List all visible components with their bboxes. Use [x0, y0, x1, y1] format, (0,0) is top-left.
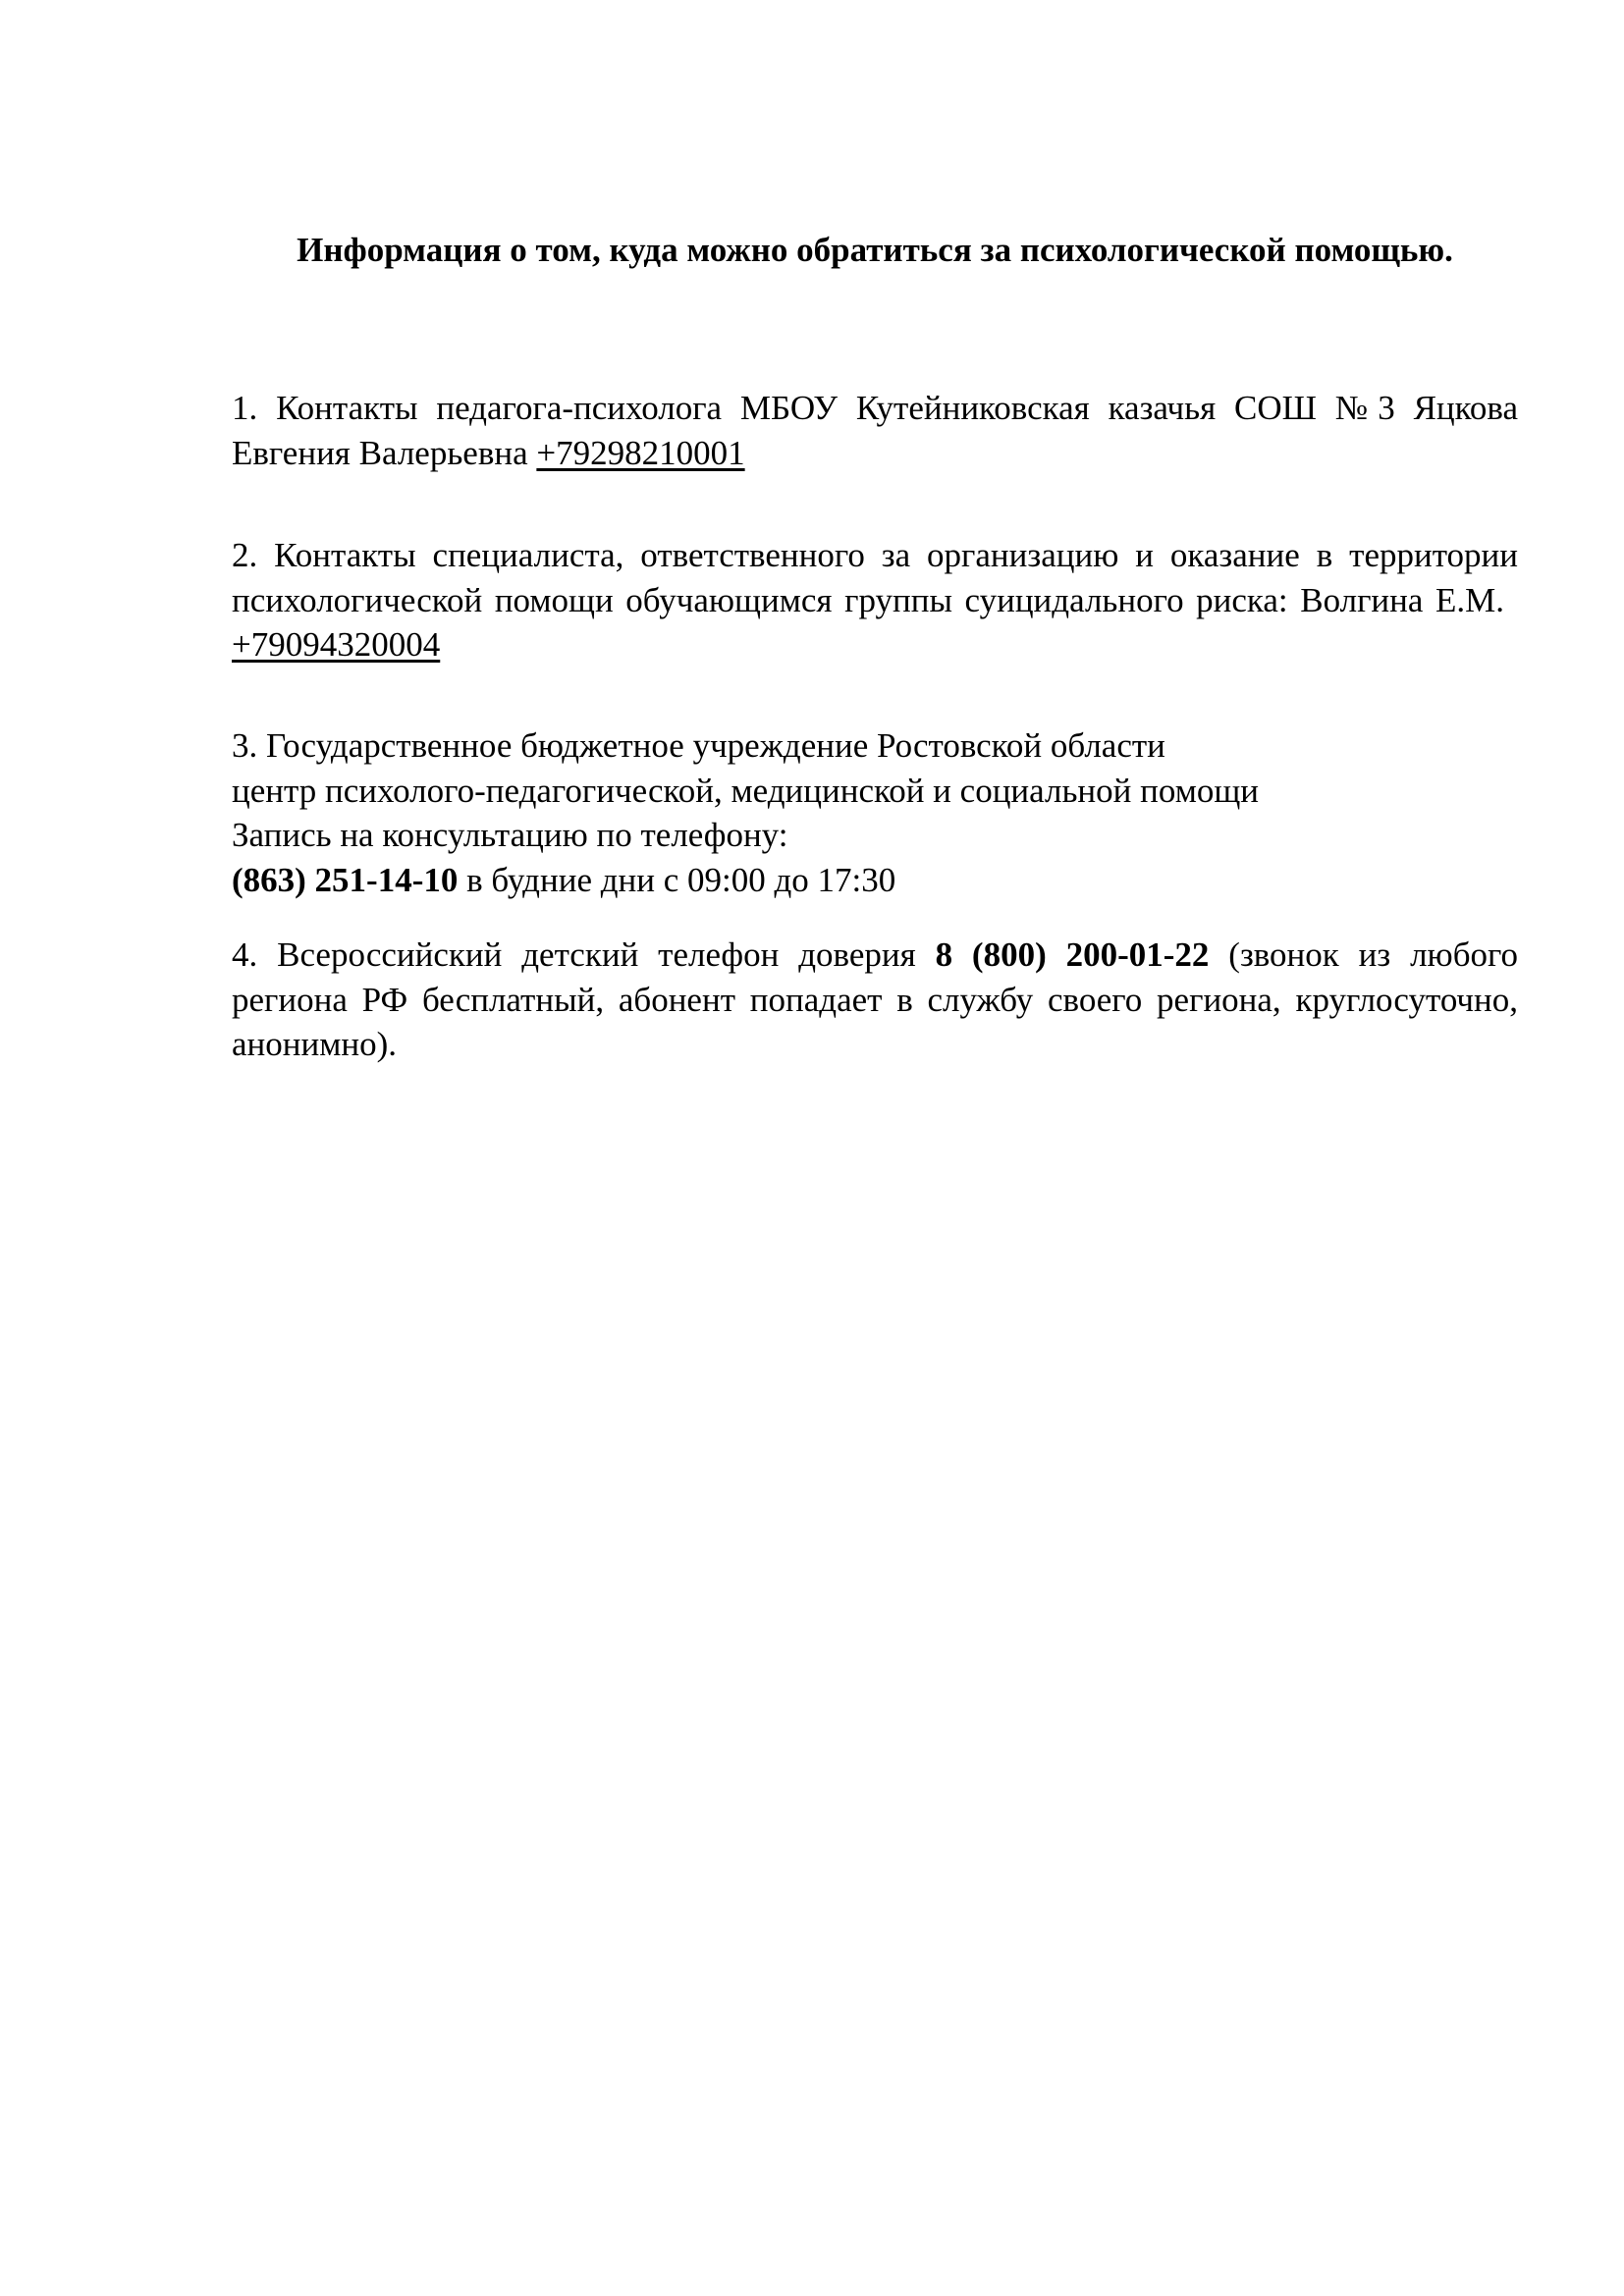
contact-item-3-line-2: центр психолого-педагогической, медицинской и социальной помощи	[232, 771, 1260, 810]
contact-item-4-note: (звонок из любого региона РФ бесплатный, абонент попадает в службу своего региона, круглосуточно, анонимно).	[232, 935, 1518, 1063]
contact-item-3-line-3: Запись на консультацию по телефону:	[232, 816, 788, 854]
contact-item-4-text: 4. Всероссийский детский телефон доверия	[232, 935, 936, 974]
contact-item-2-text: 2. Контакты специалиста, ответственного за организацию и оказание в территории психологической помощи обучающимся группы суицидального риска: Волгина Е.М.	[232, 536, 1518, 619]
helpline-phone: 8 (800) 200-01-22	[935, 935, 1210, 974]
center-hours: в будние дни с 09:00 до 17:30	[458, 860, 896, 899]
contact-item-3-line-1: 3. Государственное бюджетное учреждение Ростовской области	[232, 726, 1165, 765]
center-phone: (863) 251-14-10	[232, 860, 459, 899]
contact-item-2	[232, 533, 1518, 667]
contact-item-1-text: 1. Контакты педагога-психолога МБОУ Кутейниковская казачья СОШ №3 Яцкова Евгения Валерьевна	[232, 389, 1518, 472]
specialist-phone-link[interactable]: +79094320004	[232, 625, 441, 664]
contact-item-3-line-4	[232, 858, 1518, 903]
psychologist-phone-link[interactable]: +79298210001	[536, 433, 745, 472]
contact-item-3	[232, 723, 1518, 902]
contact-item-1	[232, 386, 1518, 475]
contact-item-4	[232, 933, 1518, 1067]
document-title: Информация о том, куда можно обратиться за психологической помощью.	[297, 231, 1453, 269]
